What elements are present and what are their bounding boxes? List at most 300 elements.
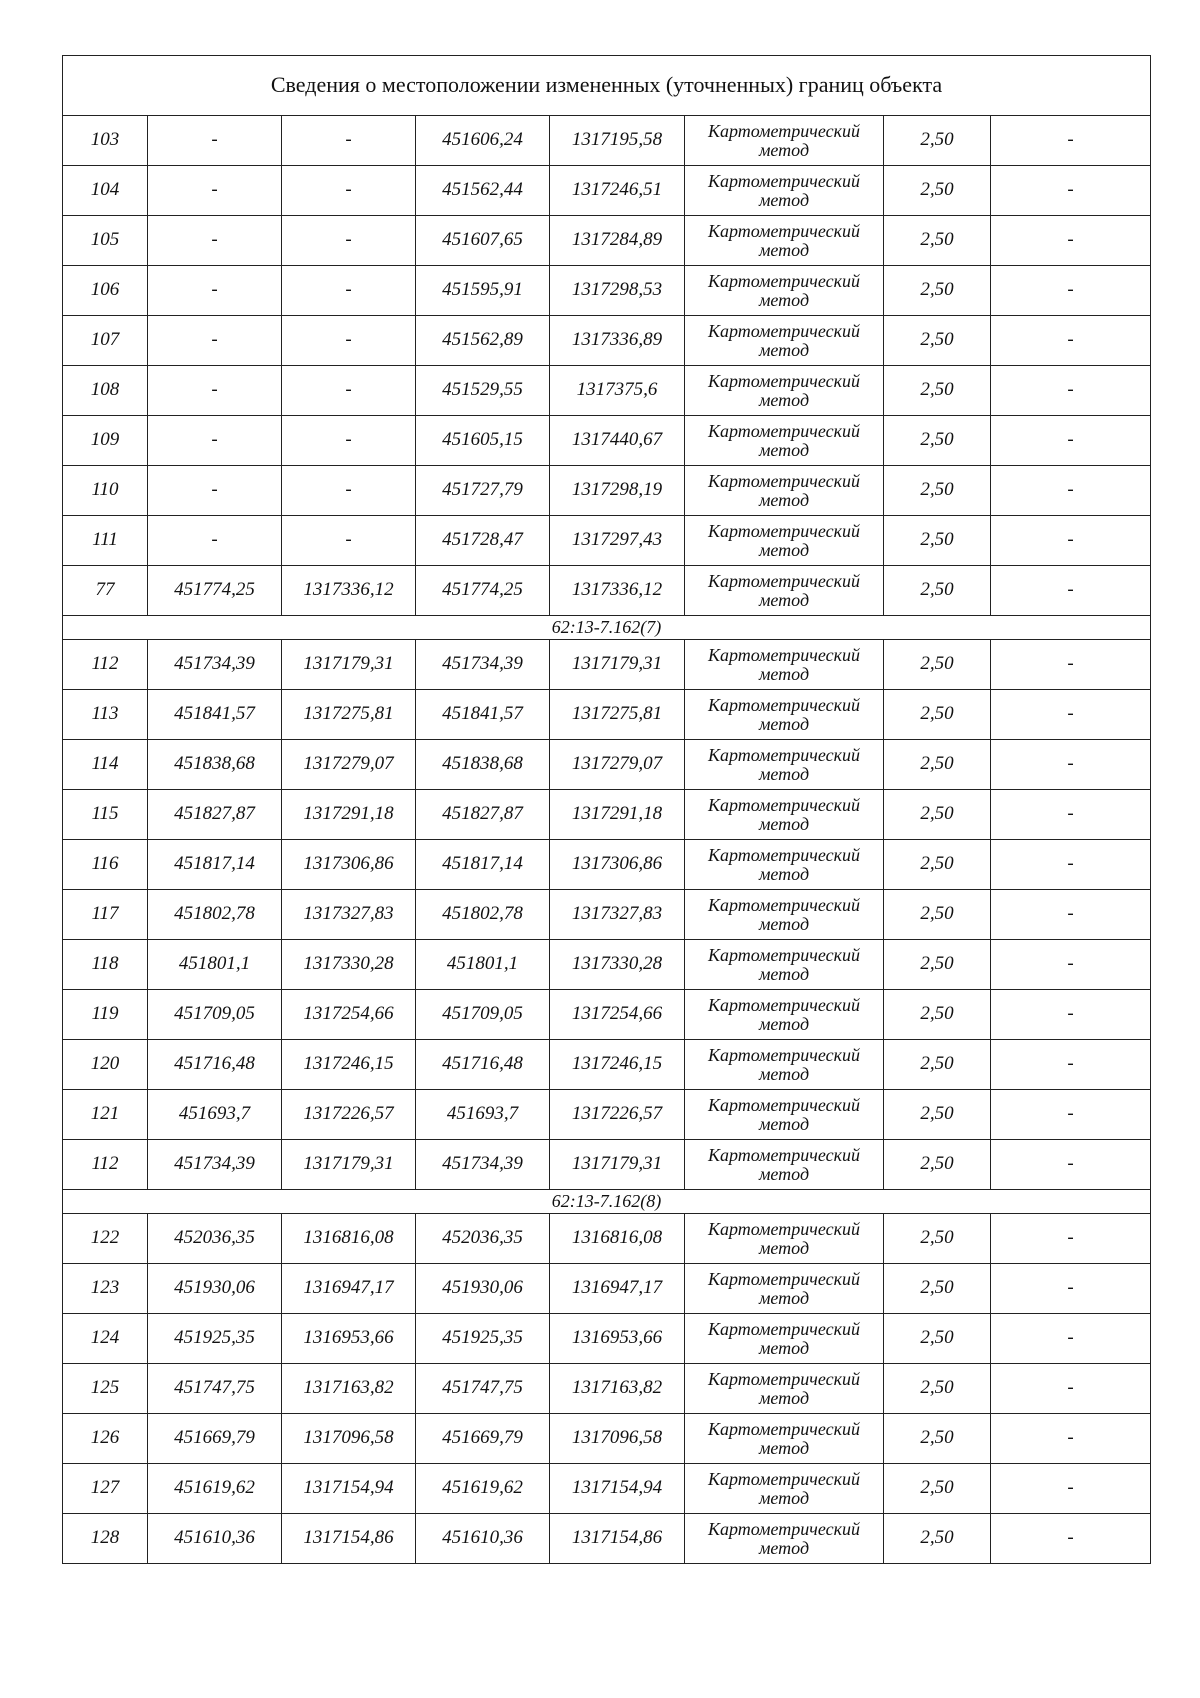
- table-title-row: [63, 56, 1151, 116]
- note-cell: -: [991, 940, 1151, 990]
- method-line-1: Картометрический: [707, 1418, 860, 1439]
- note-cell: -: [991, 316, 1151, 366]
- accuracy-cell: 2,50: [884, 890, 991, 940]
- method-cell: [685, 466, 884, 516]
- point-number-cell: 106: [63, 266, 148, 316]
- existing-y-cell: -: [282, 166, 416, 216]
- method-line-1: Картометрический: [707, 1044, 860, 1065]
- accuracy-cell: 2,50: [884, 1314, 991, 1364]
- method-cell: [685, 516, 884, 566]
- section-heading-row: [63, 616, 1151, 640]
- note-cell: -: [991, 1264, 1151, 1314]
- refined-x-cell: 451716,48: [416, 1040, 550, 1090]
- existing-y-cell: -: [282, 316, 416, 366]
- table-title: Сведения о местоположении измененных (уточненных) границ объекта: [63, 56, 1151, 116]
- note-cell: -: [991, 416, 1151, 466]
- point-number-cell: 128: [63, 1514, 148, 1564]
- method-cell: [685, 840, 884, 890]
- point-number-cell: 112: [63, 640, 148, 690]
- existing-x-cell: 451610,36: [148, 1514, 282, 1564]
- existing-y-cell: -: [282, 516, 416, 566]
- section-heading: 62:13-7.162(8): [63, 1190, 1151, 1214]
- existing-y-cell: 1317179,31: [282, 1140, 416, 1190]
- method-line-2: метод: [758, 289, 810, 310]
- method-line-2: метод: [758, 1537, 810, 1558]
- existing-x-cell: 451930,06: [148, 1264, 282, 1314]
- accuracy-cell: 2,50: [884, 416, 991, 466]
- existing-x-cell: 451734,39: [148, 640, 282, 690]
- point-number-cell: 115: [63, 790, 148, 840]
- table-row: [63, 1514, 1151, 1564]
- method-line-2: метод: [758, 863, 810, 884]
- existing-x-cell: 451734,39: [148, 1140, 282, 1190]
- table-row: [63, 740, 1151, 790]
- point-number-cell: 122: [63, 1214, 148, 1264]
- existing-x-cell: -: [148, 366, 282, 416]
- table-row: [63, 316, 1151, 366]
- method-line-2: метод: [758, 963, 810, 984]
- refined-x-cell: 451734,39: [416, 1140, 550, 1190]
- point-number-cell: 125: [63, 1364, 148, 1414]
- table-row: [63, 416, 1151, 466]
- refined-y-cell: 1317246,15: [550, 1040, 685, 1090]
- existing-y-cell: -: [282, 466, 416, 516]
- existing-x-cell: -: [148, 466, 282, 516]
- method-line-2: метод: [758, 1437, 810, 1458]
- method-cell: [685, 1090, 884, 1140]
- refined-y-cell: 1317291,18: [550, 790, 685, 840]
- method-line-1: Картометрический: [707, 270, 860, 291]
- refined-x-cell: 451669,79: [416, 1414, 550, 1464]
- accuracy-cell: 2,50: [884, 990, 991, 1040]
- point-number-cell: 114: [63, 740, 148, 790]
- refined-y-cell: 1317179,31: [550, 640, 685, 690]
- existing-x-cell: -: [148, 216, 282, 266]
- method-line-2: метод: [758, 189, 810, 210]
- existing-x-cell: -: [148, 516, 282, 566]
- table-row: [63, 1314, 1151, 1364]
- accuracy-cell: 2,50: [884, 640, 991, 690]
- boundary-coordinates-table: [62, 55, 1151, 1564]
- table-row: [63, 1140, 1151, 1190]
- method-line-2: метод: [758, 913, 810, 934]
- note-cell: -: [991, 840, 1151, 890]
- section-heading: 62:13-7.162(7): [63, 616, 1151, 640]
- existing-x-cell: -: [148, 316, 282, 366]
- accuracy-cell: 2,50: [884, 366, 991, 416]
- method-line-2: метод: [758, 1487, 810, 1508]
- note-cell: -: [991, 266, 1151, 316]
- method-cell: [685, 640, 884, 690]
- table-row: [63, 116, 1151, 166]
- point-number-cell: 105: [63, 216, 148, 266]
- method-line-1: Картометрический: [707, 944, 860, 965]
- method-line-1: Картометрический: [707, 1368, 860, 1389]
- table-row: [63, 1090, 1151, 1140]
- method-line-1: Картометрический: [707, 170, 860, 191]
- method-line-2: метод: [758, 489, 810, 510]
- refined-x-cell: 451562,89: [416, 316, 550, 366]
- method-line-1: Картометрический: [707, 844, 860, 865]
- note-cell: -: [991, 366, 1151, 416]
- method-cell: [685, 1264, 884, 1314]
- accuracy-cell: 2,50: [884, 466, 991, 516]
- accuracy-cell: 2,50: [884, 1464, 991, 1514]
- refined-y-cell: 1317284,89: [550, 216, 685, 266]
- method-line-1: Картометрический: [707, 794, 860, 815]
- existing-y-cell: -: [282, 266, 416, 316]
- refined-x-cell: 451605,15: [416, 416, 550, 466]
- accuracy-cell: 2,50: [884, 266, 991, 316]
- table-row: [63, 566, 1151, 616]
- accuracy-cell: 2,50: [884, 940, 991, 990]
- point-number-cell: 120: [63, 1040, 148, 1090]
- method-cell: [685, 1040, 884, 1090]
- refined-x-cell: 451802,78: [416, 890, 550, 940]
- existing-y-cell: 1317096,58: [282, 1414, 416, 1464]
- method-cell: [685, 566, 884, 616]
- method-line-1: Картометрический: [707, 1518, 860, 1539]
- refined-x-cell: 451774,25: [416, 566, 550, 616]
- method-cell: [685, 990, 884, 1040]
- refined-x-cell: 452036,35: [416, 1214, 550, 1264]
- point-number-cell: 111: [63, 516, 148, 566]
- existing-y-cell: 1317246,15: [282, 1040, 416, 1090]
- point-number-cell: 123: [63, 1264, 148, 1314]
- method-line-2: метод: [758, 439, 810, 460]
- refined-y-cell: 1316953,66: [550, 1314, 685, 1364]
- table-row: [63, 890, 1151, 940]
- refined-y-cell: 1317375,6: [550, 366, 685, 416]
- existing-y-cell: 1317179,31: [282, 640, 416, 690]
- refined-x-cell: 451728,47: [416, 516, 550, 566]
- existing-x-cell: -: [148, 116, 282, 166]
- refined-y-cell: 1317154,86: [550, 1514, 685, 1564]
- method-line-1: Картометрический: [707, 420, 860, 441]
- refined-y-cell: 1317246,51: [550, 166, 685, 216]
- accuracy-cell: 2,50: [884, 516, 991, 566]
- note-cell: -: [991, 466, 1151, 516]
- point-number-cell: 107: [63, 316, 148, 366]
- table-row: [63, 990, 1151, 1040]
- table-row: [63, 1414, 1151, 1464]
- refined-y-cell: 1317336,12: [550, 566, 685, 616]
- method-line-2: метод: [758, 1237, 810, 1258]
- refined-x-cell: 451841,57: [416, 690, 550, 740]
- existing-x-cell: 451619,62: [148, 1464, 282, 1514]
- refined-y-cell: 1317096,58: [550, 1414, 685, 1464]
- note-cell: -: [991, 116, 1151, 166]
- point-number-cell: 124: [63, 1314, 148, 1364]
- refined-y-cell: 1317163,82: [550, 1364, 685, 1414]
- method-line-1: Картометрический: [707, 470, 860, 491]
- note-cell: -: [991, 890, 1151, 940]
- note-cell: -: [991, 790, 1151, 840]
- note-cell: -: [991, 516, 1151, 566]
- note-cell: -: [991, 1364, 1151, 1414]
- refined-y-cell: 1316947,17: [550, 1264, 685, 1314]
- refined-x-cell: 451595,91: [416, 266, 550, 316]
- method-cell: [685, 1314, 884, 1364]
- note-cell: -: [991, 1314, 1151, 1364]
- method-cell: [685, 1514, 884, 1564]
- note-cell: -: [991, 740, 1151, 790]
- method-cell: [685, 116, 884, 166]
- refined-y-cell: 1317298,53: [550, 266, 685, 316]
- accuracy-cell: 2,50: [884, 1514, 991, 1564]
- method-line-1: Картометрический: [707, 1268, 860, 1289]
- note-cell: -: [991, 1090, 1151, 1140]
- refined-y-cell: 1317440,67: [550, 416, 685, 466]
- note-cell: -: [991, 166, 1151, 216]
- method-line-2: метод: [758, 1387, 810, 1408]
- refined-x-cell: 451838,68: [416, 740, 550, 790]
- refined-x-cell: 451727,79: [416, 466, 550, 516]
- method-cell: [685, 1140, 884, 1190]
- existing-x-cell: 451925,35: [148, 1314, 282, 1364]
- method-cell: [685, 690, 884, 740]
- section-heading-row: [63, 1190, 1151, 1214]
- refined-y-cell: 1317298,19: [550, 466, 685, 516]
- table-row: [63, 840, 1151, 890]
- method-line-2: метод: [758, 589, 810, 610]
- method-line-1: Картометрический: [707, 120, 860, 141]
- point-number-cell: 104: [63, 166, 148, 216]
- method-cell: [685, 316, 884, 366]
- method-line-1: Картометрический: [707, 1144, 860, 1165]
- method-line-2: метод: [758, 389, 810, 410]
- point-number-cell: 77: [63, 566, 148, 616]
- refined-x-cell: 451693,7: [416, 1090, 550, 1140]
- method-line-2: метод: [758, 1013, 810, 1034]
- method-line-2: метод: [758, 1113, 810, 1134]
- refined-x-cell: 451817,14: [416, 840, 550, 890]
- existing-y-cell: 1317275,81: [282, 690, 416, 740]
- table-row: [63, 940, 1151, 990]
- existing-y-cell: 1317226,57: [282, 1090, 416, 1140]
- existing-x-cell: -: [148, 416, 282, 466]
- accuracy-cell: 2,50: [884, 840, 991, 890]
- table-row: [63, 266, 1151, 316]
- existing-y-cell: 1316816,08: [282, 1214, 416, 1264]
- point-number-cell: 108: [63, 366, 148, 416]
- table-row: [63, 1364, 1151, 1414]
- method-line-1: Картометрический: [707, 1468, 860, 1489]
- method-cell: [685, 790, 884, 840]
- point-number-cell: 103: [63, 116, 148, 166]
- point-number-cell: 116: [63, 840, 148, 890]
- point-number-cell: 113: [63, 690, 148, 740]
- point-number-cell: 112: [63, 1140, 148, 1190]
- table-row: [63, 1264, 1151, 1314]
- table-row: [63, 690, 1151, 740]
- refined-x-cell: 451827,87: [416, 790, 550, 840]
- existing-y-cell: 1316947,17: [282, 1264, 416, 1314]
- refined-x-cell: 451607,65: [416, 216, 550, 266]
- accuracy-cell: 2,50: [884, 316, 991, 366]
- refined-y-cell: 1317327,83: [550, 890, 685, 940]
- accuracy-cell: 2,50: [884, 1364, 991, 1414]
- method-line-1: Картометрический: [707, 894, 860, 915]
- method-line-1: Картометрический: [707, 744, 860, 765]
- existing-x-cell: 451802,78: [148, 890, 282, 940]
- method-line-2: метод: [758, 139, 810, 160]
- table-row: [63, 640, 1151, 690]
- point-number-cell: 127: [63, 1464, 148, 1514]
- existing-x-cell: 451817,14: [148, 840, 282, 890]
- point-number-cell: 126: [63, 1414, 148, 1464]
- note-cell: -: [991, 1464, 1151, 1514]
- existing-y-cell: -: [282, 366, 416, 416]
- note-cell: -: [991, 1414, 1151, 1464]
- existing-x-cell: 451716,48: [148, 1040, 282, 1090]
- method-cell: [685, 1364, 884, 1414]
- refined-x-cell: 451619,62: [416, 1464, 550, 1514]
- existing-y-cell: 1317291,18: [282, 790, 416, 840]
- refined-y-cell: 1317154,94: [550, 1464, 685, 1514]
- refined-y-cell: 1317297,43: [550, 516, 685, 566]
- refined-x-cell: 451925,35: [416, 1314, 550, 1364]
- refined-y-cell: 1317179,31: [550, 1140, 685, 1190]
- accuracy-cell: 2,50: [884, 116, 991, 166]
- accuracy-cell: 2,50: [884, 166, 991, 216]
- existing-y-cell: 1317279,07: [282, 740, 416, 790]
- refined-x-cell: 451606,24: [416, 116, 550, 166]
- method-cell: [685, 366, 884, 416]
- method-line-1: Картометрический: [707, 1094, 860, 1115]
- refined-y-cell: 1317275,81: [550, 690, 685, 740]
- note-cell: -: [991, 1514, 1151, 1564]
- table-row: [63, 1214, 1151, 1264]
- method-line-2: метод: [758, 1287, 810, 1308]
- point-number-cell: 117: [63, 890, 148, 940]
- method-cell: [685, 1214, 884, 1264]
- refined-x-cell: 451562,44: [416, 166, 550, 216]
- method-cell: [685, 166, 884, 216]
- refined-y-cell: 1317336,89: [550, 316, 685, 366]
- note-cell: -: [991, 216, 1151, 266]
- existing-y-cell: 1316953,66: [282, 1314, 416, 1364]
- method-line-2: метод: [758, 1337, 810, 1358]
- accuracy-cell: 2,50: [884, 1040, 991, 1090]
- note-cell: -: [991, 1040, 1151, 1090]
- refined-y-cell: 1316816,08: [550, 1214, 685, 1264]
- table-row: [63, 1040, 1151, 1090]
- accuracy-cell: 2,50: [884, 1264, 991, 1314]
- note-cell: -: [991, 990, 1151, 1040]
- method-cell: [685, 266, 884, 316]
- existing-x-cell: 451838,68: [148, 740, 282, 790]
- note-cell: -: [991, 640, 1151, 690]
- refined-y-cell: 1317306,86: [550, 840, 685, 890]
- refined-x-cell: 451801,1: [416, 940, 550, 990]
- refined-x-cell: 451529,55: [416, 366, 550, 416]
- existing-y-cell: 1317154,86: [282, 1514, 416, 1564]
- refined-x-cell: 451734,39: [416, 640, 550, 690]
- refined-y-cell: 1317226,57: [550, 1090, 685, 1140]
- existing-y-cell: 1317327,83: [282, 890, 416, 940]
- method-cell: [685, 216, 884, 266]
- method-line-1: Картометрический: [707, 694, 860, 715]
- existing-x-cell: 451693,7: [148, 1090, 282, 1140]
- existing-y-cell: 1317336,12: [282, 566, 416, 616]
- refined-x-cell: 451930,06: [416, 1264, 550, 1314]
- method-line-1: Картометрический: [707, 220, 860, 241]
- existing-x-cell: -: [148, 266, 282, 316]
- existing-x-cell: 451669,79: [148, 1414, 282, 1464]
- method-line-2: метод: [758, 663, 810, 684]
- existing-y-cell: -: [282, 416, 416, 466]
- method-line-2: метод: [758, 1163, 810, 1184]
- refined-y-cell: 1317279,07: [550, 740, 685, 790]
- method-line-2: метод: [758, 239, 810, 260]
- existing-x-cell: 451747,75: [148, 1364, 282, 1414]
- accuracy-cell: 2,50: [884, 790, 991, 840]
- accuracy-cell: 2,50: [884, 1214, 991, 1264]
- method-line-2: метод: [758, 539, 810, 560]
- existing-y-cell: 1317154,94: [282, 1464, 416, 1514]
- method-cell: [685, 940, 884, 990]
- accuracy-cell: 2,50: [884, 1414, 991, 1464]
- method-cell: [685, 890, 884, 940]
- accuracy-cell: 2,50: [884, 566, 991, 616]
- table-row: [63, 516, 1151, 566]
- method-line-2: метод: [758, 763, 810, 784]
- method-line-1: Картометрический: [707, 994, 860, 1015]
- existing-x-cell: 451774,25: [148, 566, 282, 616]
- existing-x-cell: 451827,87: [148, 790, 282, 840]
- existing-y-cell: 1317330,28: [282, 940, 416, 990]
- point-number-cell: 109: [63, 416, 148, 466]
- method-line-1: Картометрический: [707, 1318, 860, 1339]
- method-line-1: Картометрический: [707, 320, 860, 341]
- accuracy-cell: 2,50: [884, 740, 991, 790]
- method-line-2: метод: [758, 1063, 810, 1084]
- accuracy-cell: 2,50: [884, 1140, 991, 1190]
- point-number-cell: 110: [63, 466, 148, 516]
- table-row: [63, 1464, 1151, 1514]
- refined-x-cell: 451610,36: [416, 1514, 550, 1564]
- method-line-1: Картометрический: [707, 570, 860, 591]
- existing-y-cell: 1317254,66: [282, 990, 416, 1040]
- point-number-cell: 118: [63, 940, 148, 990]
- existing-x-cell: 451841,57: [148, 690, 282, 740]
- method-line-2: метод: [758, 339, 810, 360]
- method-line-2: метод: [758, 713, 810, 734]
- refined-x-cell: 451747,75: [416, 1364, 550, 1414]
- note-cell: -: [991, 690, 1151, 740]
- method-line-1: Картометрический: [707, 1218, 860, 1239]
- refined-y-cell: 1317195,58: [550, 116, 685, 166]
- method-line-1: Картометрический: [707, 520, 860, 541]
- existing-x-cell: -: [148, 166, 282, 216]
- existing-x-cell: 452036,35: [148, 1214, 282, 1264]
- refined-y-cell: 1317254,66: [550, 990, 685, 1040]
- refined-x-cell: 451709,05: [416, 990, 550, 1040]
- existing-y-cell: -: [282, 116, 416, 166]
- method-cell: [685, 740, 884, 790]
- method-cell: [685, 1464, 884, 1514]
- note-cell: -: [991, 1214, 1151, 1264]
- table-row: [63, 466, 1151, 516]
- accuracy-cell: 2,50: [884, 690, 991, 740]
- method-line-2: метод: [758, 813, 810, 834]
- existing-x-cell: 451709,05: [148, 990, 282, 1040]
- table-row: [63, 166, 1151, 216]
- table-row: [63, 216, 1151, 266]
- method-cell: [685, 1414, 884, 1464]
- existing-x-cell: 451801,1: [148, 940, 282, 990]
